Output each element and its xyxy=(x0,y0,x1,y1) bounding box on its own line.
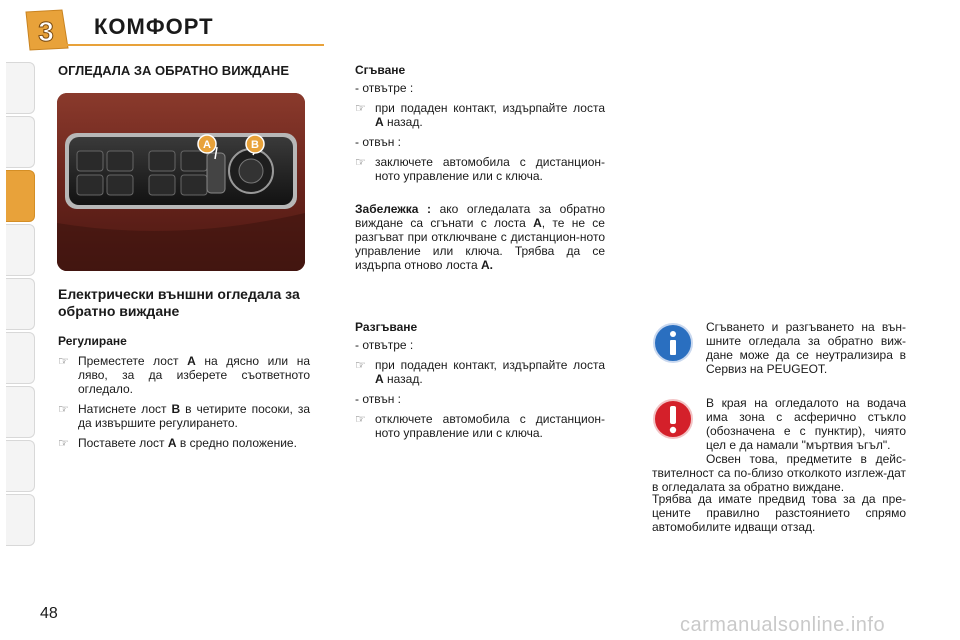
unfold-section xyxy=(355,320,605,446)
chapter-tab[interactable] xyxy=(6,332,35,384)
hand-pointer-icon: ☞ xyxy=(58,402,69,416)
chapter-tab[interactable] xyxy=(6,386,35,438)
chapter-tab[interactable] xyxy=(6,440,35,492)
unfold-outside-step: ☞ отключете автомобила с дистанцион-ното управление или с ключа. xyxy=(355,412,605,440)
unfold-heading: Разгъване xyxy=(355,320,418,334)
chapter-tab-active[interactable] xyxy=(6,170,35,222)
section-title: ОГЛЕДАЛА ЗА ОБРАТНО ВИЖДАНЕ xyxy=(58,63,289,78)
fold-section xyxy=(355,63,605,189)
chapter-number: 3 xyxy=(38,16,54,47)
electric-mirrors-title: Електрически външни огледала за обратно виждане xyxy=(58,286,300,319)
hand-pointer-icon: ☞ xyxy=(58,436,69,450)
hand-pointer-icon: ☞ xyxy=(355,155,366,169)
note-label: Забележка : xyxy=(355,202,432,216)
chapter-tab[interactable] xyxy=(6,494,35,546)
header-rule xyxy=(64,44,324,46)
hand-pointer-icon: ☞ xyxy=(355,358,366,372)
page-number: 48 xyxy=(40,605,58,622)
label-b: B xyxy=(251,139,259,151)
unfold-inside-step: ☞ при подаден контакт, издърпайте лоста A назад. xyxy=(355,358,605,386)
warning-text-1: В края на огледалото на водача има зона с асферично стъкло (обозначена е с пунктир), чиято цел е да намали "мъртвия ъгъл". xyxy=(706,396,906,452)
chapter-number-badge xyxy=(22,8,70,52)
adjust-step: ☞ Преместете лост A на дясно или на ляво, за да изберете съответното огледало. xyxy=(58,354,310,396)
fold-inside-step: ☞ при подаден контакт, издърпайте лоста A назад. xyxy=(355,101,605,129)
hand-pointer-icon: ☞ xyxy=(58,354,69,368)
unfold-outside-label: - отвън : xyxy=(355,392,402,406)
warning-text-2: Освен това, предметите в дейс-твителност са по-близо отколкото изглеж-дат в огледалата за обратно виждане. xyxy=(652,452,906,494)
fold-inside-label: - отвътре : xyxy=(355,81,414,95)
chapter-tab[interactable] xyxy=(6,278,35,330)
unfold-inside-label: - отвътре : xyxy=(355,338,414,352)
warning-icon xyxy=(652,398,694,440)
chapter-tabs xyxy=(0,60,36,580)
chapter-tab[interactable] xyxy=(6,62,35,114)
fold-outside-label: - отвън : xyxy=(355,135,402,149)
warning-text-3: Трябва да имате предвид това за да пре-цените правилно разстоянието спрямо автомобилите идващи отзад. xyxy=(652,492,906,534)
info-text: Сгъването и разгъването на вън-шните огледала за обратно виж-дане може да се неутрализира в Сервиз на PEUGEOT. xyxy=(706,320,906,376)
info-icon xyxy=(652,322,694,364)
label-a: A xyxy=(203,139,211,151)
adjust-heading: Регулиране xyxy=(58,334,127,348)
fold-heading: Сгъване xyxy=(355,63,406,77)
adjust-step: ☞ Натиснете лост B в четирите посоки, за да извършите регулирането. xyxy=(58,402,310,430)
hand-pointer-icon: ☞ xyxy=(355,412,366,426)
footer-watermark: carmanualsonline.info xyxy=(680,614,886,636)
adjust-step: ☞ Поставете лост A в средно положение. xyxy=(58,436,297,450)
chapter-title: КОМФОРТ xyxy=(94,14,214,39)
left-column xyxy=(58,286,310,456)
note-paragraph: Забележка : ако огледалата за обратно виждане са сгънати с лоста A, те не се разгъват при отключване с дистанцион-ното управление или ключа. Трябва да се издърпа отново лоста A. xyxy=(355,202,606,272)
door-controls-photo xyxy=(57,93,305,271)
chapter-tab[interactable] xyxy=(6,224,35,276)
chapter-tab[interactable] xyxy=(6,116,35,168)
fold-outside-step: ☞ заключете автомобила с дистанцион-ното управление или с ключа. xyxy=(355,155,605,183)
hand-pointer-icon: ☞ xyxy=(355,101,366,115)
